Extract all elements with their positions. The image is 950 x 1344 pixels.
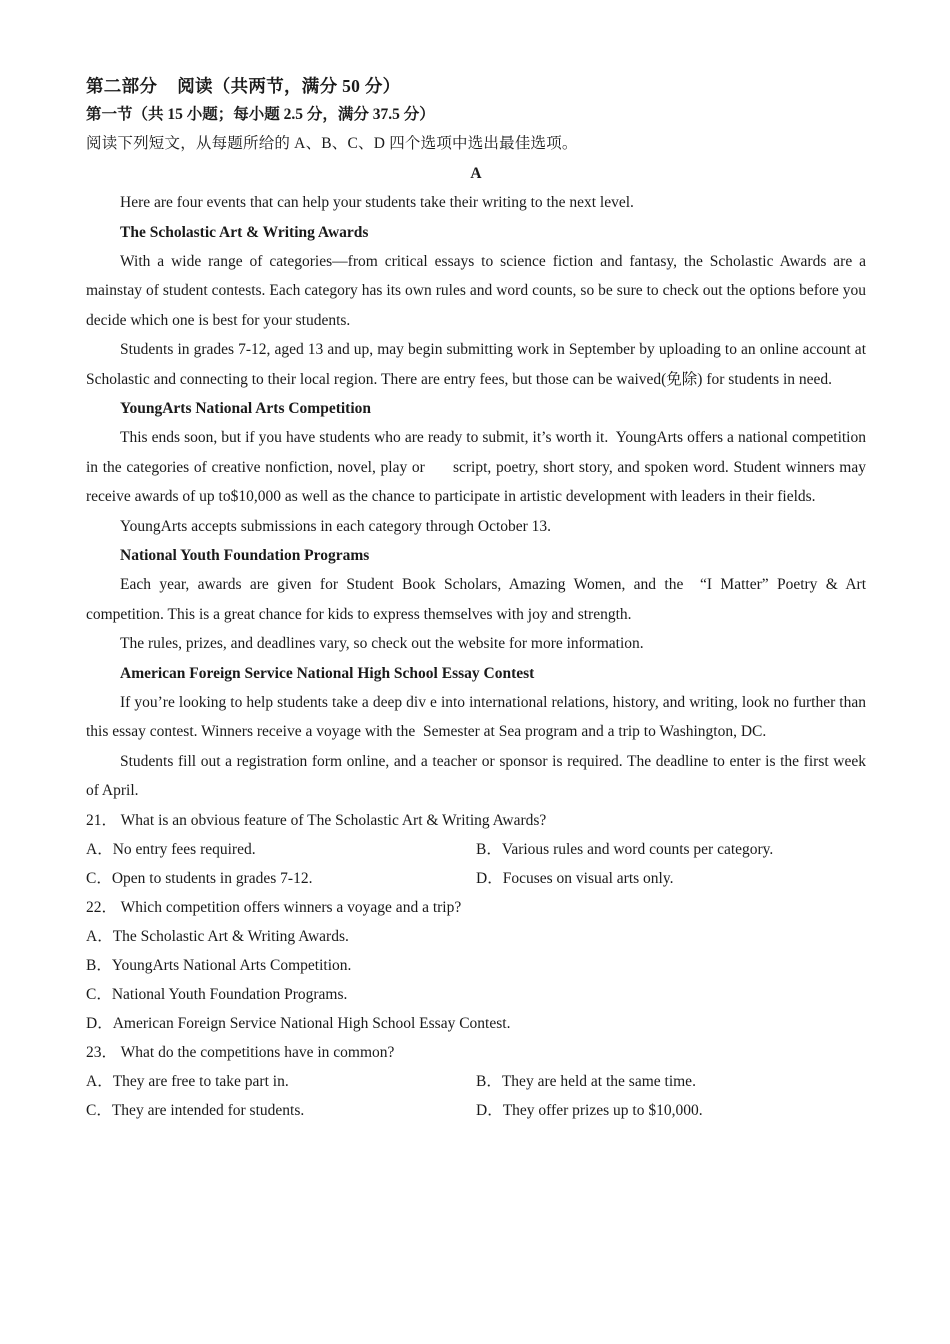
- option-text: Open to students in grades 7-12.: [111, 869, 313, 887]
- option-text: The Scholastic Art & Writing Awards.: [112, 927, 349, 945]
- section-title: 第一节（共 15 小题；每小题 2.5 分，满分 37.5 分）: [86, 106, 435, 123]
- option-23-b[interactable]: [476, 1067, 866, 1096]
- passage-intro: Here are four events that can help your students take their writing to the next level.: [120, 194, 634, 211]
- event-title-national-youth: National Youth Foundation Programs: [120, 547, 370, 564]
- option-text: National Youth Foundation Programs.: [111, 985, 348, 1003]
- question-23: [86, 1038, 866, 1067]
- question-text: What is an obvious feature of The Scholastic Art & Writing Awards?: [120, 811, 547, 829]
- paragraph: Students fill out a registration form online, and a teacher or sponsor is required. The deadline to enter is the first week of April.: [86, 752, 866, 799]
- option-22-b[interactable]: [86, 951, 866, 980]
- option-letter: D．: [476, 869, 503, 887]
- option-letter: C．: [86, 869, 112, 887]
- option-text: American Foreign Service National High School Essay Contest.: [112, 1014, 511, 1032]
- option-row: [86, 1096, 866, 1125]
- question-21: [86, 806, 866, 835]
- option-letter: B．: [476, 840, 502, 858]
- option-row: [86, 864, 866, 893]
- instruction-text: 阅读下列短文，从每题所给的 A、B、C、D 四个选项中选出最佳选项。: [86, 135, 578, 152]
- option-text: No entry fees required.: [112, 840, 256, 858]
- option-letter: C．: [86, 985, 112, 1003]
- option-text: They offer prizes up to $10,000.: [502, 1101, 703, 1119]
- paragraph: If you’re looking to help students take a deep div e into international relations, history, and writing, look no further than this essay contest. Winners receive a voyage with the Semester at Sea program and a trip to Washington, DC.: [86, 693, 870, 740]
- exam-page: [86, 72, 870, 1125]
- option-row: [86, 1067, 866, 1096]
- option-letter: D．: [476, 1101, 503, 1119]
- paragraph: Students in grades 7-12, aged 13 and up, may begin submitting work in September by uploading to an online account at Scholastic and connecting to their local region. There are entry fees, but those can be waived(免除) for students in need.: [86, 341, 866, 388]
- option-text: They are held at the same time.: [501, 1072, 696, 1090]
- option-text: Various rules and word counts per category.: [501, 840, 774, 858]
- question-number: 21．: [86, 811, 118, 829]
- paragraph: The rules, prizes, and deadlines vary, so check out the website for more information.: [120, 635, 644, 652]
- option-22-d[interactable]: [86, 1009, 866, 1038]
- option-22-c[interactable]: [86, 980, 866, 1009]
- option-letter: B．: [476, 1072, 502, 1090]
- option-letter: B．: [86, 956, 112, 974]
- part-title: [86, 72, 866, 100]
- option-22-a[interactable]: [86, 922, 866, 951]
- option-21-a[interactable]: [86, 835, 476, 864]
- paragraph: YoungArts accepts submissions in each category through October 13.: [120, 517, 552, 535]
- part-title-name: 阅读（共两节，满分 50 分）: [177, 76, 401, 96]
- option-letter: C．: [86, 1101, 112, 1119]
- event-title-youngarts: YoungArts National Arts Competition: [120, 400, 372, 417]
- option-letter: A．: [86, 927, 113, 945]
- option-21-d[interactable]: [476, 864, 866, 893]
- question-number: 23．: [86, 1043, 118, 1061]
- option-23-d[interactable]: [476, 1096, 866, 1125]
- option-text: They are intended for students.: [111, 1101, 305, 1119]
- option-letter: A．: [86, 1072, 113, 1090]
- option-21-c[interactable]: [86, 864, 476, 893]
- question-22: [86, 893, 866, 922]
- option-21-b[interactable]: [476, 835, 866, 864]
- paragraph: With a wide range of categories—from critical essays to science fiction and fantasy, the Scholastic Awards are a mainstay of student contests. Each category has its own rules and word counts, so be sure to check out the options before you decide which one is best for your students.: [86, 252, 866, 329]
- question-number: 22．: [86, 898, 118, 916]
- option-23-a[interactable]: [86, 1067, 476, 1096]
- paragraph: This ends soon, but if you have students who are ready to submit, it’s worth it. YoungArts offers a national competition in the categories of creative nonfiction, novel, play or script, poetry, short story, and spoken word. Student winners may receive awards of up to$10,000 as well as the chance to participate in artistic development with leaders in their fields.: [86, 429, 870, 505]
- part-title-number: 第二部分: [86, 76, 158, 96]
- option-text: YoungArts National Arts Competition.: [111, 956, 352, 974]
- event-title-foreign-service: American Foreign Service National High School Essay Contest: [120, 664, 535, 682]
- option-text: Focuses on visual arts only.: [502, 869, 674, 887]
- option-letter: D．: [86, 1014, 113, 1032]
- paragraph: Each year, awards are given for Student Book Scholars, Amazing Women, and the “I Matter” Poetry & Art competition. This is a great chance for kids to express themselves with joy and strength.: [86, 576, 870, 623]
- question-text: Which competition offers winners a voyage and a trip?: [120, 898, 462, 916]
- option-text: They are free to take part in.: [112, 1072, 289, 1090]
- question-text: What do the competitions have in common?: [120, 1043, 395, 1061]
- event-title-scholastic: The Scholastic Art & Writing Awards: [120, 223, 369, 241]
- option-23-c[interactable]: [86, 1096, 476, 1125]
- option-letter: A．: [86, 840, 113, 858]
- option-row: [86, 835, 866, 864]
- passage-label: A: [470, 165, 482, 182]
